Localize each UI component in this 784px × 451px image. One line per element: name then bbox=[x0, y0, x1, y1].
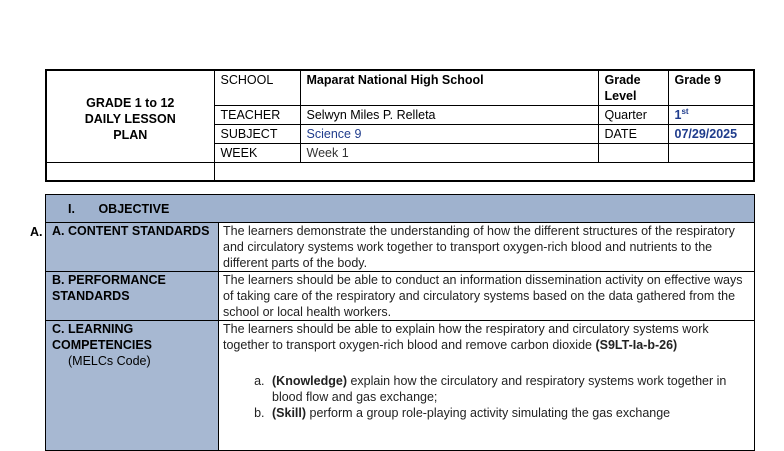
week-label: WEEK bbox=[214, 144, 300, 163]
performance-standards-label: B. PERFORMANCE STANDARDS bbox=[46, 272, 219, 321]
competency-item: b. (Skill) perform a group role-playing activity simulating the gas exchange bbox=[268, 405, 750, 421]
content-standards-label: A. CONTENT STANDARDS bbox=[46, 223, 219, 272]
dlp-title: GRADE 1 to 12 DAILY LESSON PLAN bbox=[46, 70, 214, 163]
quarter-value: 1st bbox=[668, 106, 754, 125]
date-value: 07/29/2025 bbox=[668, 125, 754, 144]
objective-heading: I. OBJECTIVE bbox=[46, 195, 755, 223]
school-label: SCHOOL bbox=[214, 70, 300, 106]
grade-level-label: Grade Level bbox=[598, 70, 668, 106]
objectives-table bbox=[45, 194, 755, 451]
learning-competencies-text: The learners should be able to explain how the respiratory and circulatory systems work together to transport oxygen-rich blood and remove carbon dioxide (S9LT-Ia-b-26) a. (Knowledge) explain how the circulatory and respiratory systems work together in blood flow and gas exchange; b. (Skill) perform a group role-playing activity simulating the gas exchange bbox=[219, 321, 755, 451]
week-value: Week 1 bbox=[300, 144, 598, 163]
subject-value: Science 9 bbox=[300, 125, 598, 144]
learning-competencies-label: C. LEARNING COMPETENCIES (MELCs Code) bbox=[46, 321, 219, 451]
teacher-value: Selwyn Miles P. Relleta bbox=[300, 106, 598, 125]
performance-standards-text: The learners should be able to conduct an information dissemination activity on effective ways of taking care of the respiratory and circulatory systems based on the data gathered from the school or local health workers. bbox=[219, 272, 755, 321]
melcs-code-label: (MELCs Code) bbox=[68, 354, 151, 368]
outer-marker: A. bbox=[30, 225, 43, 239]
melc-code: (S9LT-Ia-b-26) bbox=[595, 338, 678, 352]
school-value: Maparat National High School bbox=[300, 70, 598, 106]
content-standards-text: The learners demonstrate the understanding of how the different structures of the respiratory and circulatory systems work together to transport oxygen-rich blood and nutrients to the different parts of the body. bbox=[219, 223, 755, 272]
grade-level-value: Grade 9 bbox=[668, 70, 754, 106]
quarter-label: Quarter bbox=[598, 106, 668, 125]
competency-item: a. (Knowledge) explain how the circulatory and respiratory systems work together in blood flow and gas exchange; bbox=[268, 373, 750, 405]
date-label: DATE bbox=[598, 125, 668, 144]
teacher-label: TEACHER bbox=[214, 106, 300, 125]
header-table bbox=[45, 69, 755, 182]
competency-list bbox=[223, 373, 750, 421]
subject-label: SUBJECT bbox=[214, 125, 300, 144]
